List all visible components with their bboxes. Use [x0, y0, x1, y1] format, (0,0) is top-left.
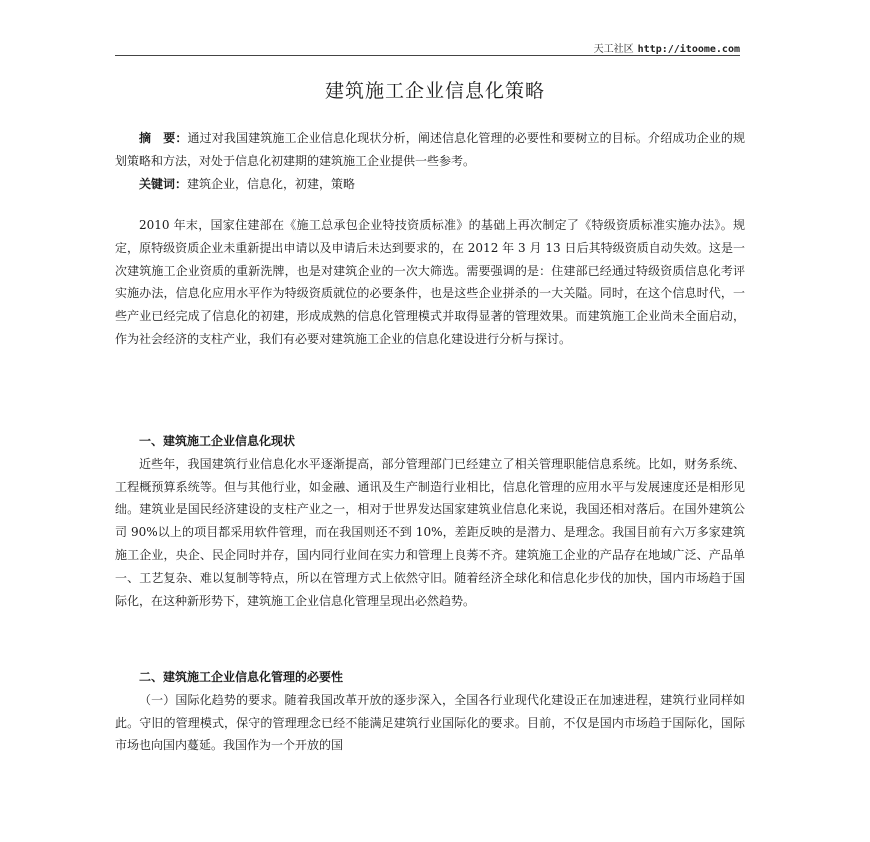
intro-text: 2010 年末，国家住建部在《施工总承包企业特技资质标准》的基础上再次制定了《特级资质标准实施办法》。规定，原特级资质企业未重新提出申请以及申请后未达到要求的，在 2012 年 3 月 13 日后其特级资质自动失效。这是一次建筑施工企业资质的重新洗牌，也是对建筑企业的一次大筛选。需要强调的是：住建部已经通过特级资质信息化考评实施办法，信息化应用水平作为特级资质就位的必要条件，也是这些企业拼杀的一大关隘。同时，在这个信息时代，一些产业已经完成了信息化的初建，形成成熟的信息化管理模式并取得显著的管理效果。而建筑施工企业尚未全面启动，作为社会经济的支柱产业，我们有必要对建筑施工企业的信息化建设进行分析与探讨。 — [115, 218, 745, 346]
keywords-label: 关键词： — [139, 177, 188, 191]
section-1 — [115, 430, 745, 612]
section-2-heading: 二、建筑施工企业信息化管理的必要性 — [139, 670, 344, 684]
abstract — [115, 127, 745, 173]
document-title: 建筑施工企业信息化策略 — [324, 80, 545, 102]
header-rule — [115, 55, 740, 56]
section-1-heading: 一、建筑施工企业信息化现状 — [139, 434, 296, 448]
abstract-text: 通过对我国建筑施工企业信息化现状分析，阐述信息化管理的必要性和要树立的目标。介绍成功企业的规划策略和方法，对处于信息化初建期的建筑施工企业提供一些参考。 — [115, 131, 745, 168]
site-url[interactable]: http://itoome.com — [637, 44, 740, 55]
intro-paragraph — [115, 214, 745, 351]
site-name: 天工社区 — [593, 44, 634, 55]
abstract-label: 摘 要： — [139, 131, 188, 145]
keywords — [115, 173, 745, 196]
section-2 — [115, 666, 745, 757]
keywords-text: 建筑企业，信息化，初建，策略 — [187, 177, 356, 191]
section-2-text: （一）国际化趋势的要求。随着我国改革开放的逐步深入，全国各行业现代化建设正在加速进程，建筑行业同样如此。守旧的管理模式，保守的管理理念已经不能满足建筑行业国际化的要求。目前，不仅是国内市场趋于国际化，国际市场也向国内蔓延。我国作为一个开放的国 — [115, 692, 745, 753]
section-1-text: 近些年，我国建筑行业信息化水平逐渐提高，部分管理部门已经建立了相关管理职能信息系统。比如，财务系统、工程概预算系统等。但与其他行业，如金融、通讯及生产制造行业相比，信息化管理的应用水平与发展速度还是相形见绌。建筑业是国民经济建设的支柱产业之一，相对于世界发达国家建筑业信息化来说，我国还相对落后。在国外建筑公司 90%以上的项目都采用软件管理，而在我国则还不到 10%，差距反映的是潜力、是理念。我国目前有六万多家建筑施工企业，央企、民企同时并存，国内同行业间在实力和管理上良莠不齐。建筑施工企业的产品存在地域广泛、产品单一、工艺复杂、难以复制等特点，所以在管理方式上依然守旧。随着经济全球化和信息化步伐的加快，国内市场趋于国际化，在这种新形势下，建筑施工企业信息化管理呈现出必然趋势。 — [115, 456, 745, 608]
page-header — [594, 40, 740, 55]
